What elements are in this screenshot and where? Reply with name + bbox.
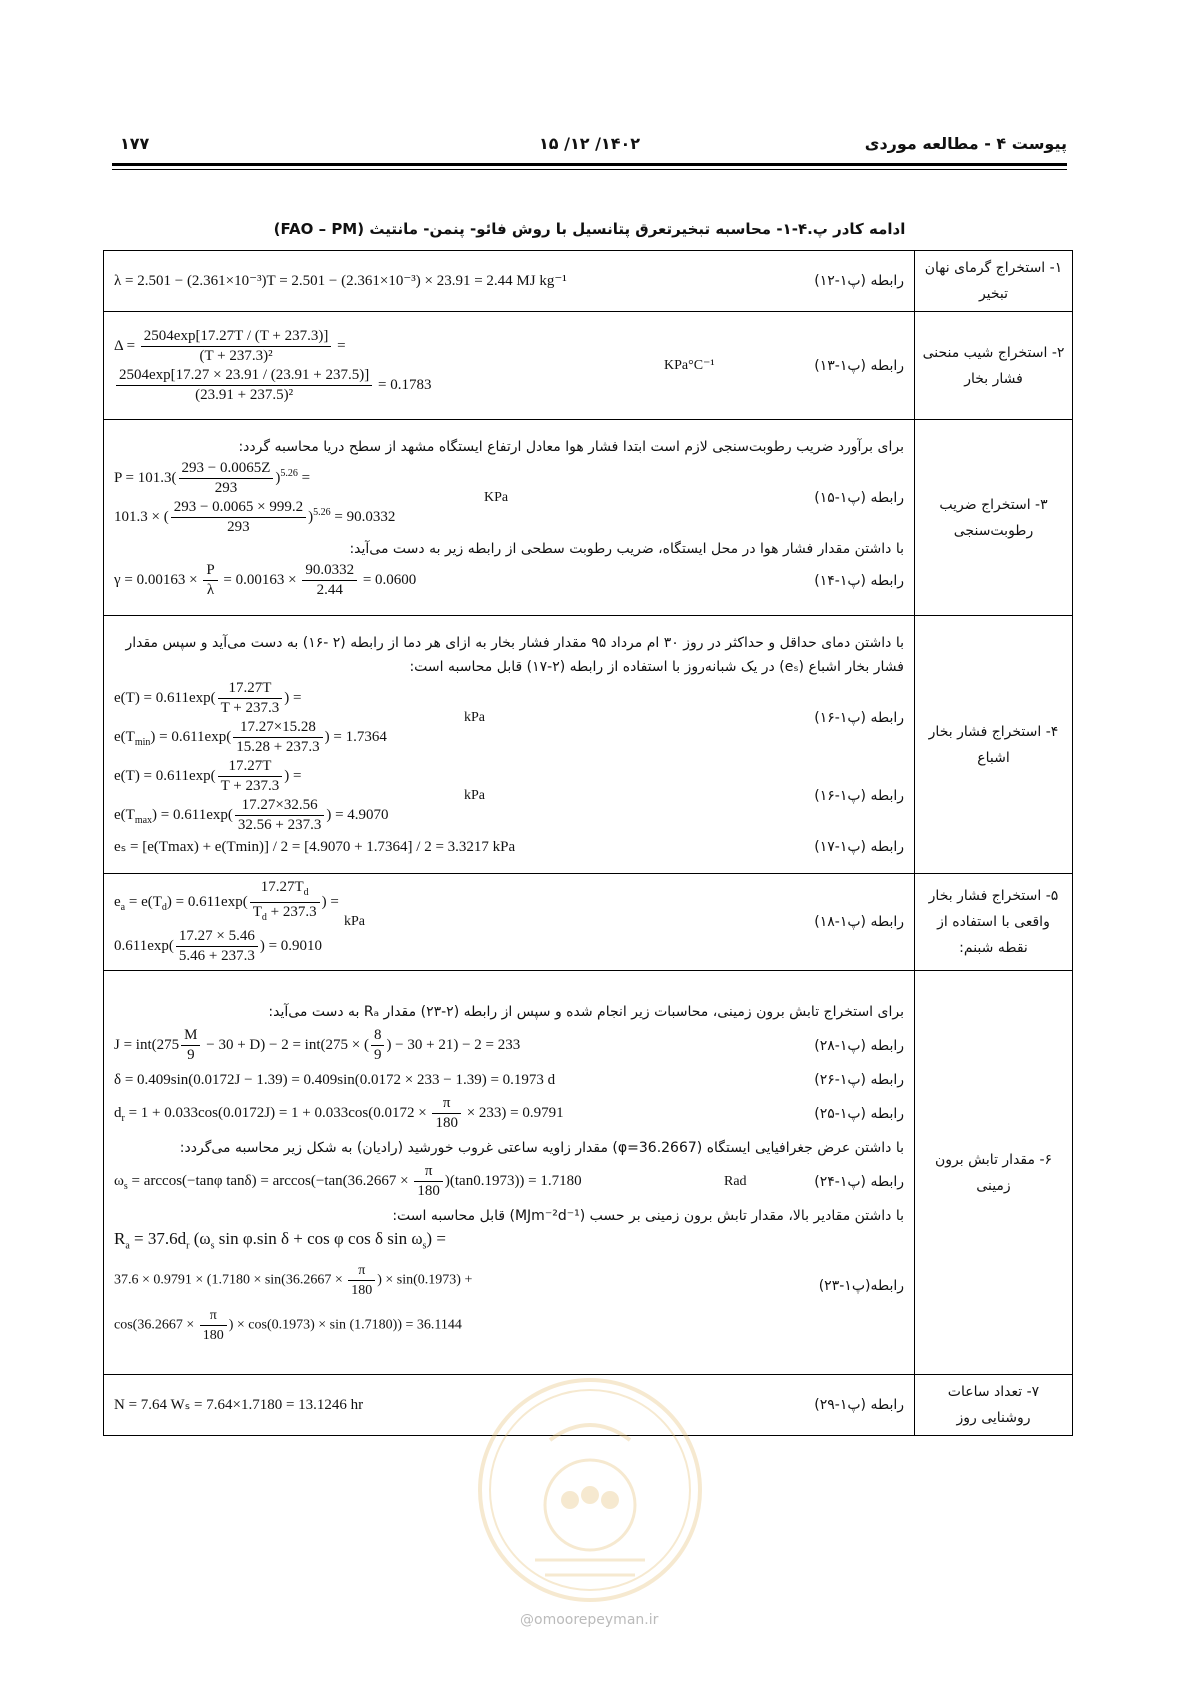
website-watermark: @omoorepeyman.ir bbox=[520, 1612, 659, 1628]
row-title: ۵- استخراج فشار بخار واقعی با استفاده از نقطه شبنم: bbox=[915, 874, 1073, 971]
table-row bbox=[104, 874, 1073, 971]
fraction-denominator: (23.91 + 237.5)² bbox=[195, 386, 294, 403]
relation-label: رابطه (پ۱-۲۴) bbox=[814, 1173, 904, 1190]
fraction-numerator: 293 − 0.0065Z bbox=[179, 459, 274, 479]
relation-label: رابطه (پ۱-۱۴) bbox=[814, 572, 904, 589]
equation: N = 7.64 Wₛ = 7.64×1.7180 = 13.1246 hr bbox=[114, 1397, 364, 1413]
relation-label: رابطه (پ۱-۱۷) bbox=[814, 838, 904, 855]
table-row bbox=[104, 312, 1073, 420]
paragraph: برای برآورد ضریب رطوبت‌سنجی لازم است ابتدا فشار هوا معادل ارتفاع ایستگاه مشهد از سطح دریا محاسبه گردد: bbox=[238, 439, 904, 455]
equation: e(T) = 0.611exp( $\frac{17.27T}{T + 237.3}$ ) = $e(T_{min}) = 0.611\exp$( $\frac{17.27\times 15.28}{15.28 + 237.3}$ ) = 1.7364 bbox=[114, 679, 387, 755]
fraction-numerator: 2504exp[17.27T / (T + 237.3)] bbox=[141, 327, 332, 347]
relation-label: رابطه (پ۱-۲۹) bbox=[814, 1397, 904, 1413]
fraction-denominator: 293 bbox=[227, 519, 250, 535]
relation-label: رابطه (پ۱-۲۸) bbox=[814, 1037, 904, 1054]
unit-label: kPa bbox=[464, 787, 485, 803]
equation: $\omega_s = \arccos(-\tan\varphi$ tanδ) = arccos(−tan(36.2667 × $\frac{\pi}{180}$ )(tan0.1973)) = 1.7180 bbox=[114, 1163, 582, 1200]
relation-label: رابطه (پ۱-۱۶) bbox=[814, 709, 904, 726]
table-caption: ادامه کادر پ.۴-۱- محاسبه تبخیرتعرق پتانسیل با روش فائو- پنمن- مانتیث (FAO – PM) bbox=[273, 220, 906, 238]
equation-result: = 36.1144 bbox=[405, 1317, 462, 1333]
table-row bbox=[104, 420, 1073, 616]
row-title: ۴- استخراج فشار بخار اشباع bbox=[915, 616, 1073, 874]
row-title: ۶- مقدار تابش برون زمینی bbox=[915, 971, 1073, 1375]
equation: P = 101.3( $\frac{293 - 0.0065Z}{293}$ )$^{5.26}$ = 101.3 × ( $\frac{293 - 0.0065 \times 999.2}{293}$ )$^{5.26}$ = 90.0332 bbox=[114, 460, 396, 535]
equation-result: = 0.9010 bbox=[268, 937, 323, 954]
equation-result: = 90.0332 bbox=[334, 508, 396, 525]
relation-label: رابطه (پ۱-۱۶) bbox=[814, 787, 904, 804]
page-header bbox=[112, 130, 1067, 160]
equation-result: = 0.1783 bbox=[377, 376, 432, 393]
equation: Δ = $\frac{2504\exp[17.27T / (T + 237.3)]}{\text{(T + 237.3)²}}$ = $\frac{2504\exp[17.27 \times 23.91 / (23.91 + 237.5)]}{\text{(23.91 + 237.5)²}}$ = 0.1783 bbox=[114, 327, 432, 403]
unit-label: KPa°C⁻¹ bbox=[664, 358, 715, 373]
equation: γ = 0.00163 × $\frac{P}{\lambda}$ = 0.00163 × $\frac{90.0332}{2.44}$ = 0.0600 bbox=[114, 562, 417, 598]
row-title: ۳- استخراج ضریب رطوبت‌سنجی bbox=[915, 420, 1073, 616]
equation: δ = 0.409sin(0.0172J − 1.39) = 0.409sin(0.0172 × 233 − 1.39) = 0.1973 d bbox=[114, 1071, 556, 1088]
relation-label: رابطه(پ۱-۲۳) bbox=[818, 1278, 904, 1295]
table-row bbox=[104, 616, 1073, 874]
row-title: ۲- استخراج شیب منحنی فشار بخار bbox=[915, 312, 1073, 420]
equation-result: = 4.9070 bbox=[335, 806, 389, 823]
paragraph: برای استخراج تابش برون زمینی، محاسبات زیر انجام شده و سپس از رابطه (۲-۲۳) مقدار Rₐ به دست می‌آید: bbox=[268, 1003, 904, 1020]
relation-label: رابطه (پ۱-۲۵) bbox=[814, 1105, 904, 1122]
relation-label: رابطه (پ۱-۱۲) bbox=[814, 273, 904, 289]
equation-result: = 0.0600 bbox=[362, 571, 417, 588]
seal-watermark-icon bbox=[475, 1375, 705, 1605]
relation-label: رابطه (پ۱-۲۶) bbox=[814, 1071, 904, 1088]
fraction-denominator: 293 bbox=[214, 480, 238, 496]
unit-label: kPa bbox=[344, 914, 365, 929]
fraction-numerator: 293 − 0.0065 × 999.2 bbox=[171, 498, 306, 518]
table-row bbox=[104, 251, 1073, 312]
equation-result: = 1.7364 bbox=[333, 728, 387, 745]
row-title: ۷- تعداد ساعات روشنایی روز bbox=[915, 1375, 1073, 1436]
paragraph: با داشتن مقادیر بالا، مقدار تابش برون زمینی بر حسب (MJm⁻²d⁻¹) قابل محاسبه است: bbox=[392, 1207, 904, 1224]
equation: λ = 2.501 − (2.361×10⁻³)T = 2.501 − (2.361×10⁻³) × 23.91 = 2.44 MJ kg⁻¹ bbox=[114, 273, 567, 289]
header-date: ۱۴۰۲/ ۱۲/ ۱۵ bbox=[539, 134, 640, 153]
table-row bbox=[104, 971, 1073, 1375]
page-number: ۱۷۷ bbox=[120, 134, 150, 153]
calculation-table bbox=[103, 250, 1073, 1436]
equation: $d_r = 1 + 0.033\cos(0.0172J) = 1 + 0.033\cos(0.0172$ × $\frac{\pi}{180}$ × 233) = 0.9791 bbox=[114, 1095, 564, 1132]
fraction-denominator: (T + 237.3)² bbox=[199, 347, 273, 364]
relation-label: رابطه (پ۱-۱۵) bbox=[814, 490, 904, 506]
relation-label: رابطه (پ۱-۱۸) bbox=[814, 914, 904, 930]
equation: e(T) = 0.611exp( $\frac{17.27T}{T + 237.3}$ ) = $e(T_{max}) = 0.611\exp$( $\frac{17.27\times 32.56}{32.56 + 237.3}$ ) = 4.9070 bbox=[114, 757, 389, 833]
paragraph: با داشتن عرض جغرافیایی ایستگاه (36.2667=φ) مقدار زاویه ساعتی غروب خورشید (رادیان) به شکل زیر محاسبه می‌گردد: bbox=[179, 1139, 904, 1156]
paragraph: با داشتن دمای حداقل و حداکثر در روز ۳۰ ام مرداد ۹۵ مقدار فشار بخار به ازای هر دما از رابطه (۲ -۱۶) به دست می‌آید و سپس مقدار فشار بخار اشباع (eₛ) در یک شبانه‌روز با استفاده از رابطه (۲-۱۷) قابل محاسبه است: bbox=[125, 634, 904, 675]
header-rule-thick bbox=[112, 163, 1067, 166]
equation: J = int(275 $\frac{M}{9}$ − 30 + D) − 2 = int(275 × ( $\frac{8}{9}$ ) − 30 + 21) − 2 = 233 bbox=[114, 1027, 521, 1064]
equation: $e_a = e(T_d) = 0.611\exp$( $\frac{17.27T_d}{T_d + 237.3}$ ) = 0.611exp( $\frac{17.27 \times 5.46}{5.46 + 237.3}$ ) = 0.9010 bbox=[114, 879, 339, 964]
unit-label: kPa bbox=[464, 709, 485, 725]
unit-label: KPa bbox=[484, 490, 509, 505]
equation: eₛ = [e(Tmax) + e(Tmin)] / 2 = [4.9070 + 1.7364] / 2 = 3.3217 kPa bbox=[114, 838, 516, 855]
relation-label: رابطه (پ۱-۱۳) bbox=[814, 357, 904, 374]
equation: $R_a = 37.6d_r$ ($\omega_s$ sin φ.sin δ + cos φ cos δ $\sin \omega_s$) = 37.6 × 0.9791 × (1.7180 × sin(36.2667 × $\frac{\pi}{180}$ ) × sin(0.1973) + cos(36.2667 × $\frac{\pi}{180}$ ) × cos(0.1973) × sin (1.7180)) = 36.1144 bbox=[114, 1228, 473, 1344]
paragraph: با داشتن مقدار فشار هوا در محل ایستگاه، ضریب رطوبت سطحی از رابطه زیر به دست می‌آید: bbox=[349, 541, 904, 557]
unit-label: Rad bbox=[724, 1173, 747, 1189]
header-rule-thin bbox=[112, 169, 1067, 170]
header-section-title: پیوست ۴ - مطالعه موردی bbox=[864, 134, 1067, 153]
row-title: ۱- استخراج گرمای نهان تبخیر bbox=[915, 251, 1073, 312]
fraction-numerator: 2504exp[17.27 × 23.91 / (23.91 + 237.5)] bbox=[116, 366, 372, 386]
